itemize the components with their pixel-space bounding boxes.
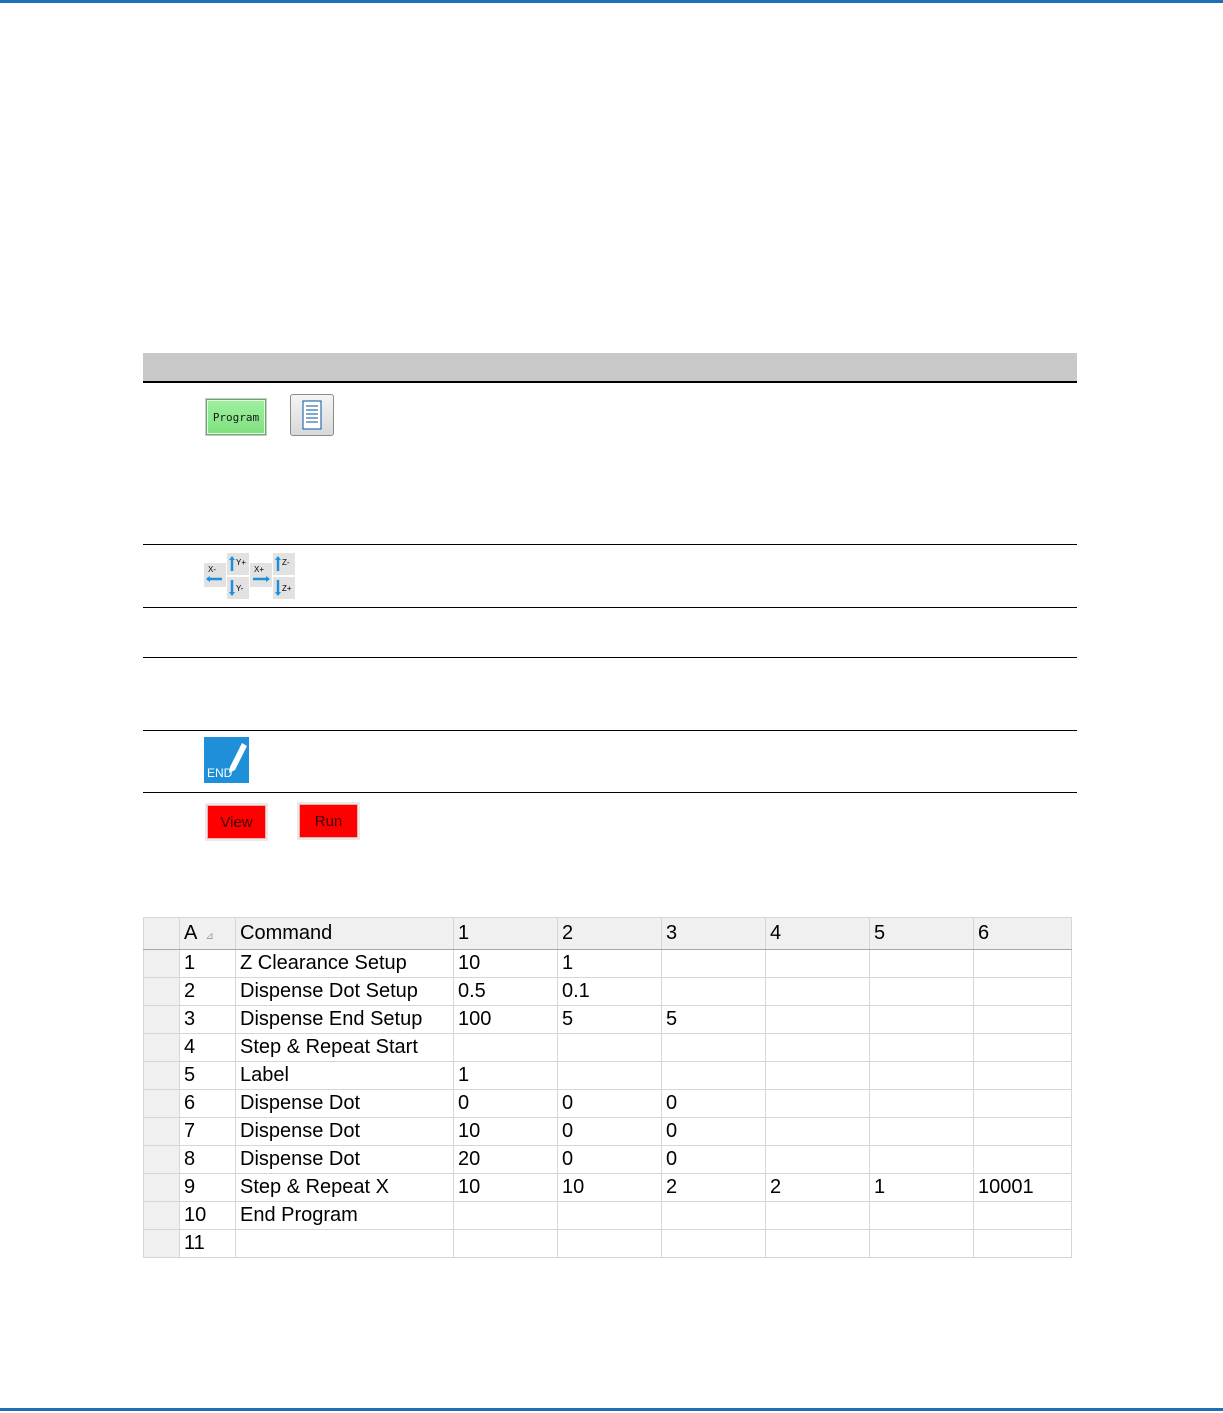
table-cell[interactable] <box>766 950 870 978</box>
table-cell[interactable]: Dispense Dot <box>236 1090 454 1118</box>
table-cell[interactable]: 1 <box>558 950 662 978</box>
table-cell[interactable] <box>974 1006 1072 1034</box>
table-cell[interactable] <box>662 1034 766 1062</box>
table-row[interactable] <box>144 1118 1072 1146</box>
program-table <box>143 917 1072 1258</box>
table-cell[interactable] <box>870 978 974 1006</box>
column-header-a[interactable]: A ⊿ <box>180 918 236 950</box>
table-cell[interactable]: 5 <box>180 1062 236 1090</box>
table-cell[interactable]: 4 <box>180 1034 236 1062</box>
table-cell[interactable]: Dispense Dot <box>236 1118 454 1146</box>
table-header-row <box>144 918 1072 950</box>
run-button[interactable]: Run <box>299 804 358 838</box>
jog-y-plus-label: Y+ <box>236 558 247 567</box>
table-cell[interactable] <box>454 1230 558 1258</box>
program-button[interactable]: Program <box>206 399 266 435</box>
table-cell[interactable]: Dispense Dot <box>236 1146 454 1174</box>
table-cell[interactable]: 0 <box>662 1118 766 1146</box>
table-cell[interactable]: 10001 <box>974 1174 1072 1202</box>
end-label: END <box>207 766 233 780</box>
row-header[interactable] <box>144 1034 180 1062</box>
jog-x-plus-label: X+ <box>254 565 265 574</box>
document-list-icon[interactable] <box>290 394 334 436</box>
table-cell[interactable] <box>766 1202 870 1230</box>
row-header[interactable] <box>144 1230 180 1258</box>
table-cell[interactable] <box>870 1034 974 1062</box>
table-row[interactable] <box>144 1174 1072 1202</box>
table-cell[interactable]: 20 <box>454 1146 558 1174</box>
view-button[interactable]: View <box>207 805 266 839</box>
row-header[interactable] <box>144 1118 180 1146</box>
table-cell[interactable] <box>454 1034 558 1062</box>
steps-row-2 <box>143 545 1077 608</box>
column-header-command[interactable]: Command <box>236 918 454 950</box>
table-cell[interactable]: Dispense End Setup <box>236 1006 454 1034</box>
table-cell[interactable] <box>870 1230 974 1258</box>
table-row[interactable] <box>144 950 1072 978</box>
table-cell[interactable]: 10 <box>180 1202 236 1230</box>
table-cell[interactable]: 10 <box>454 1174 558 1202</box>
table-cell[interactable] <box>558 1230 662 1258</box>
row-header[interactable] <box>144 1174 180 1202</box>
table-cell[interactable] <box>974 1090 1072 1118</box>
table-cell[interactable]: 10 <box>454 1118 558 1146</box>
table-cell[interactable] <box>766 978 870 1006</box>
table-cell[interactable]: 0.5 <box>454 978 558 1006</box>
table-cell[interactable] <box>974 978 1072 1006</box>
table-cell[interactable]: 0 <box>454 1090 558 1118</box>
table-cell[interactable]: 0.1 <box>558 978 662 1006</box>
row-header[interactable] <box>144 1062 180 1090</box>
table-cell[interactable] <box>766 1062 870 1090</box>
table-cell[interactable] <box>974 950 1072 978</box>
table-cell[interactable]: End Program <box>236 1202 454 1230</box>
row-header[interactable] <box>144 950 180 978</box>
table-cell[interactable]: 2 <box>766 1174 870 1202</box>
column-header-2[interactable]: 2 <box>558 918 662 950</box>
table-cell[interactable] <box>974 1146 1072 1174</box>
row-header[interactable] <box>144 1006 180 1034</box>
table-cell[interactable] <box>766 1006 870 1034</box>
table-cell[interactable] <box>236 1230 454 1258</box>
steps-row-3 <box>143 608 1077 658</box>
table-cell[interactable]: 0 <box>558 1146 662 1174</box>
table-cell[interactable]: Step & Repeat Start <box>236 1034 454 1062</box>
column-header-4[interactable]: 4 <box>766 918 870 950</box>
jog-x-minus-label: X- <box>208 565 216 574</box>
table-row[interactable] <box>144 1034 1072 1062</box>
steps-row-1 <box>143 383 1077 545</box>
table-cell[interactable] <box>870 1006 974 1034</box>
row-header[interactable] <box>144 1202 180 1230</box>
table-cell[interactable]: 8 <box>180 1146 236 1174</box>
table-cell[interactable]: Label <box>236 1062 454 1090</box>
table-cell[interactable] <box>662 1230 766 1258</box>
table-cell[interactable] <box>974 1062 1072 1090</box>
table-cell[interactable] <box>766 1090 870 1118</box>
footer-rule <box>0 1408 1223 1411</box>
table-cell[interactable] <box>870 1146 974 1174</box>
column-header-1[interactable]: 1 <box>454 918 558 950</box>
table-cell[interactable]: 100 <box>454 1006 558 1034</box>
steps-row-6 <box>143 793 1077 853</box>
table-cell[interactable] <box>454 1202 558 1230</box>
corner-cell[interactable] <box>144 918 180 950</box>
table-row[interactable] <box>144 1202 1072 1230</box>
table-cell[interactable]: 1 <box>870 1174 974 1202</box>
table-cell[interactable] <box>870 1090 974 1118</box>
table-row[interactable] <box>144 1062 1072 1090</box>
table-cell[interactable] <box>974 1118 1072 1146</box>
table-cell[interactable] <box>766 1230 870 1258</box>
header-rule <box>0 0 1223 3</box>
table-cell[interactable] <box>870 950 974 978</box>
steps-table-header <box>143 353 1077 383</box>
table-cell[interactable]: 3 <box>180 1006 236 1034</box>
table-row[interactable] <box>144 1146 1072 1174</box>
table-cell[interactable]: 9 <box>180 1174 236 1202</box>
table-cell[interactable]: Z Clearance Setup <box>236 950 454 978</box>
table-cell[interactable] <box>662 978 766 1006</box>
jog-buttons[interactable] <box>204 553 296 599</box>
table-cell[interactable]: 11 <box>180 1230 236 1258</box>
end-program-button[interactable] <box>204 737 249 783</box>
table-cell[interactable] <box>974 1034 1072 1062</box>
table-cell[interactable]: 6 <box>180 1090 236 1118</box>
table-cell[interactable]: 2 <box>662 1174 766 1202</box>
column-header-6[interactable]: 6 <box>974 918 1072 950</box>
row-header[interactable] <box>144 1146 180 1174</box>
table-row[interactable] <box>144 1006 1072 1034</box>
column-header-5[interactable]: 5 <box>870 918 974 950</box>
table-cell[interactable] <box>870 1202 974 1230</box>
table-cell[interactable]: 0 <box>662 1090 766 1118</box>
table-cell[interactable]: 2 <box>180 978 236 1006</box>
steps-row-4 <box>143 658 1077 731</box>
row-header[interactable] <box>144 978 180 1006</box>
table-cell[interactable] <box>766 1118 870 1146</box>
table-cell[interactable] <box>974 1230 1072 1258</box>
table-cell[interactable]: 10 <box>558 1174 662 1202</box>
table-cell[interactable]: Step & Repeat X <box>236 1174 454 1202</box>
table-row[interactable] <box>144 1230 1072 1258</box>
row-header[interactable] <box>144 1090 180 1118</box>
table-body <box>144 950 1072 1258</box>
table-cell[interactable] <box>766 1034 870 1062</box>
table-cell[interactable]: 5 <box>662 1006 766 1034</box>
table-cell[interactable]: 1 <box>180 950 236 978</box>
table-cell[interactable]: 7 <box>180 1118 236 1146</box>
table-cell[interactable]: 10 <box>454 950 558 978</box>
table-cell[interactable] <box>558 1062 662 1090</box>
table-cell[interactable]: 0 <box>558 1090 662 1118</box>
table-cell[interactable] <box>662 1202 766 1230</box>
steps-table <box>143 353 1077 853</box>
table-cell[interactable] <box>870 1062 974 1090</box>
table-cell[interactable] <box>558 1202 662 1230</box>
table-cell[interactable]: Dispense Dot Setup <box>236 978 454 1006</box>
jog-z-plus-label: Z+ <box>282 584 292 593</box>
table-row[interactable] <box>144 978 1072 1006</box>
table-cell[interactable]: 5 <box>558 1006 662 1034</box>
table-cell[interactable] <box>662 950 766 978</box>
jog-y-minus-label: Y- <box>236 584 244 593</box>
sort-icon: ⊿ <box>205 931 214 942</box>
table-cell[interactable]: 1 <box>454 1062 558 1090</box>
table-cell[interactable]: 0 <box>662 1146 766 1174</box>
column-header-3[interactable]: 3 <box>662 918 766 950</box>
table-cell[interactable] <box>766 1146 870 1174</box>
table-cell[interactable] <box>558 1034 662 1062</box>
table-cell[interactable]: 0 <box>558 1118 662 1146</box>
steps-row-5 <box>143 731 1077 793</box>
table-cell[interactable] <box>870 1118 974 1146</box>
table-row[interactable] <box>144 1090 1072 1118</box>
table-cell[interactable] <box>662 1062 766 1090</box>
jog-z-minus-label: Z- <box>282 558 290 567</box>
table-cell[interactable] <box>974 1202 1072 1230</box>
